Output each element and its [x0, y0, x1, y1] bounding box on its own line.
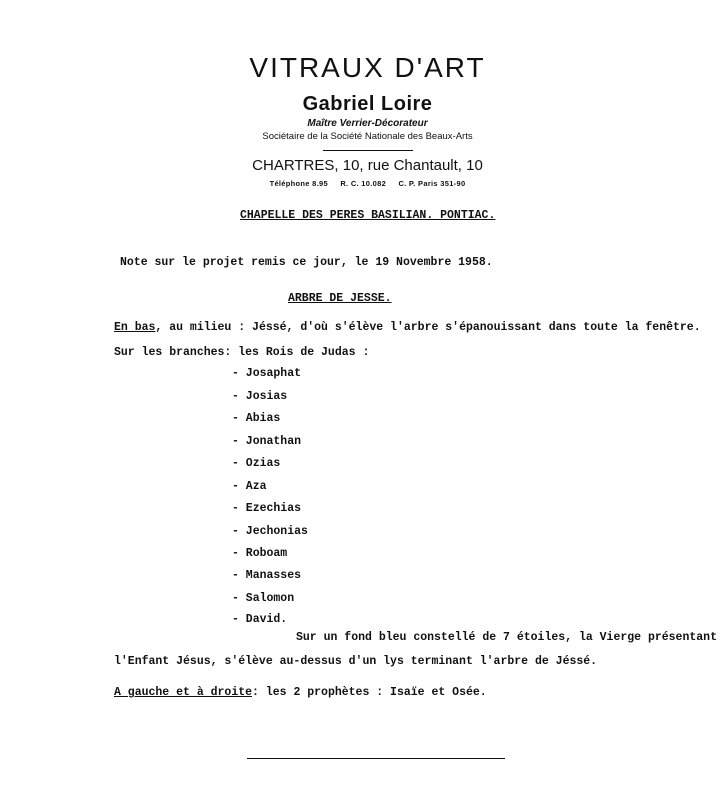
prophets-line: [114, 686, 487, 699]
footer-divider: [247, 758, 505, 759]
letterhead-telephone: Téléphone 8.95: [269, 179, 328, 188]
list-item: - Ozias: [232, 457, 281, 470]
list-item: - Aza: [232, 480, 267, 493]
document-heading: CHAPELLE DES PERES BASILIAN. PONTIAC.: [240, 209, 496, 222]
letterhead-cp: C. P. Paris 351-90: [398, 179, 466, 188]
list-item: - Jonathan: [232, 435, 302, 448]
note-line: Note sur le projet remis ce jour, le 19 Novembre 1958.: [120, 256, 493, 269]
body-line-2: Sur les branches: les Rois de Judas :: [114, 346, 370, 359]
list-item: - David.: [232, 613, 288, 626]
letterhead-rc: R. C. 10.082: [340, 179, 387, 188]
body-line-1: [114, 321, 701, 334]
paragraph-line-2: l'Enfant Jésus, s'élève au-dessus d'un lys terminant l'arbre de Jéssé.: [114, 655, 598, 668]
section-title: ARBRE DE JESSE.: [288, 292, 392, 305]
list-item: - Salomon: [232, 592, 295, 605]
body-line-1-label: En bas: [114, 321, 156, 334]
prophets-label: A gauche et à droite: [114, 686, 253, 699]
paragraph-line-1: Sur un fond bleu constellé de 7 étoiles, la Vierge présentant: [296, 631, 717, 644]
list-item: - Ezechias: [232, 502, 302, 515]
letterhead-society: Sociétaire de la Société Nationale des Beaux-Arts: [262, 131, 473, 142]
prophets-text: : les 2 prophètes : Isaïe et Osée.: [252, 686, 487, 699]
letterhead-contact: [200, 179, 535, 188]
list-item: - Josaphat: [232, 367, 302, 380]
letterhead-name: Gabriel Loire: [302, 93, 433, 115]
list-item: - Jechonias: [232, 525, 308, 538]
list-item: - Josias: [232, 390, 288, 403]
letterhead-address: CHARTRES, 10, rue Chantault, 10: [252, 157, 483, 174]
list-item: - Abias: [232, 412, 281, 425]
list-item: - Manasses: [232, 569, 302, 582]
list-item: - Roboam: [232, 547, 288, 560]
body-line-1-text: , au milieu : Jéssé, d'où s'élève l'arbre s'épanouissant dans toute la fenêtre.: [155, 321, 701, 334]
letterhead-role: Maître Verrier-Décorateur: [307, 118, 428, 129]
letterhead-title: VITRAUX D'ART: [249, 52, 486, 83]
letterhead-divider: [323, 150, 413, 151]
